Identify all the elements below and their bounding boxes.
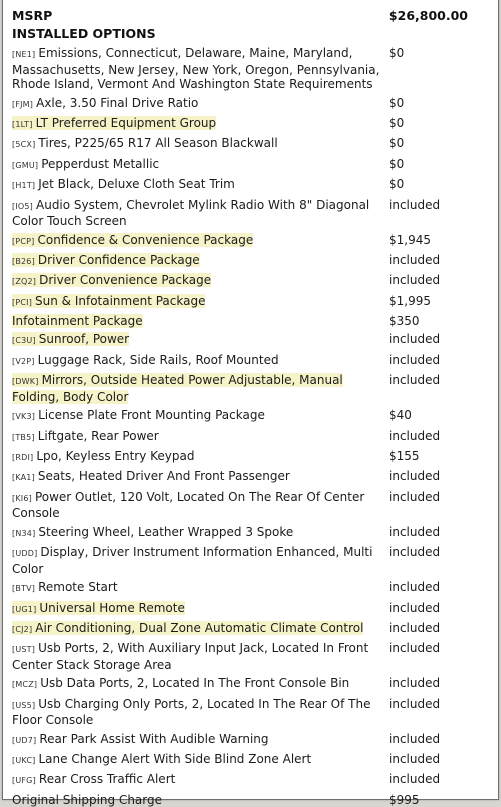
option-text (12, 253, 200, 267)
option-description: Rear Cross Traffic Alert (38, 772, 176, 787)
option-description: Display, Driver Instrument Information Enhanced, Multi Color (12, 545, 373, 576)
option-text (12, 136, 278, 150)
option-row (12, 545, 498, 576)
option-description: Usb Data Ports, 2, Located In The Front Console Bin (40, 676, 350, 691)
option-price: included (389, 600, 441, 615)
option-code: [V2P] (12, 356, 35, 366)
option-description: Power Outlet, 120 Volt, Located On The Rear Of Center Console (12, 489, 365, 521)
option-row (12, 580, 498, 597)
option-code: [UG1] (12, 604, 37, 614)
option-row (12, 353, 498, 370)
option-description-cell (12, 116, 385, 133)
option-description: Air Conditioning, Dual Zone Automatic Climate Control (35, 620, 364, 635)
option-text (12, 353, 279, 367)
option-price: $40 (389, 408, 412, 423)
option-code: [CJ2] (12, 624, 33, 634)
option-description: Pepperdust Metallic (41, 156, 160, 171)
option-price: included (389, 352, 441, 367)
msrp-label: MSRP (12, 8, 53, 23)
option-row (12, 314, 498, 329)
option-text (12, 46, 379, 91)
option-price: included (389, 620, 441, 635)
option-row (12, 732, 498, 749)
option-description-cell (12, 332, 385, 349)
option-code: [PCP] (12, 236, 35, 246)
option-row (12, 253, 498, 270)
option-description-cell (12, 449, 385, 466)
option-description-cell (12, 772, 385, 789)
option-description: Audio System, Chevrolet Mylink Radio With 8" Diagonal Color Touch Screen (12, 197, 370, 229)
option-description: Steering Wheel, Leather Wrapped 3 Spoke (38, 524, 294, 539)
option-text (12, 233, 253, 247)
option-price: included (389, 752, 441, 767)
option-code: [TB5] (12, 432, 35, 442)
option-code: [RDI] (12, 453, 34, 463)
option-description: Usb Ports, 2, With Auxiliary Input Jack, Located In Front Center Stack Storage Area (12, 641, 369, 672)
option-text (12, 332, 129, 346)
option-text (12, 157, 159, 171)
option-text (12, 116, 216, 130)
option-description-cell (12, 46, 385, 92)
option-row (12, 772, 498, 789)
option-description-cell (12, 233, 385, 250)
option-row (12, 332, 498, 349)
option-text (12, 641, 368, 672)
option-price: included (389, 428, 441, 443)
option-row (12, 136, 498, 153)
option-price: included (389, 696, 441, 711)
option-description: Tires, P225/65 R17 All Season Blackwall (38, 136, 278, 151)
option-row (12, 157, 498, 174)
option-code: [5CX] (12, 140, 36, 150)
option-price: included (389, 373, 441, 388)
option-text (12, 601, 185, 615)
option-description-cell (12, 429, 385, 446)
section-title: INSTALLED OPTIONS (12, 26, 156, 41)
msrp-header (3, 0, 498, 23)
msrp-price: $26,800.00 (388, 8, 468, 23)
option-text (12, 676, 349, 690)
option-row (12, 116, 498, 133)
option-description-cell (12, 294, 385, 311)
option-description-cell (12, 732, 385, 749)
option-description-cell (12, 545, 385, 576)
option-price: included (389, 580, 441, 595)
option-text (12, 621, 363, 635)
option-description: Lpo, Keyless Entry Keypad (36, 449, 195, 464)
option-code: [MCZ] (12, 680, 38, 690)
option-text (12, 198, 369, 229)
option-price: $0 (389, 156, 405, 171)
option-row (12, 697, 498, 728)
option-row (12, 429, 498, 446)
option-row (12, 408, 498, 425)
option-code: [BTV] (12, 584, 36, 594)
option-text (12, 732, 269, 746)
option-code: [VK3] (12, 412, 36, 422)
option-description: Jet Black, Deluxe Cloth Seat Trim (38, 177, 235, 192)
option-description: Rear Park Assist With Audible Warning (39, 731, 269, 746)
option-row (12, 490, 498, 521)
option-text (12, 545, 372, 576)
option-price: included (389, 772, 441, 787)
option-description-cell (12, 641, 385, 672)
option-code: [UKC] (12, 756, 36, 766)
option-price: $0 (389, 95, 405, 110)
option-row (12, 198, 498, 229)
option-price: included (389, 469, 441, 484)
option-description: Original Shipping Charge (12, 792, 162, 807)
option-row (12, 449, 498, 466)
option-price: included (389, 676, 441, 691)
option-row (12, 96, 498, 113)
option-text (12, 177, 235, 191)
option-text (12, 449, 194, 463)
option-description: Universal Home Remote (39, 600, 185, 615)
option-description: Mirrors, Outside Heated Power Adjustable, Manual Folding, Body Color (12, 373, 343, 404)
option-code: [NE1] (12, 50, 36, 59)
option-description-cell (12, 469, 385, 486)
option-price: $0 (389, 136, 405, 151)
option-description-cell (12, 353, 385, 370)
option-description-cell (12, 601, 385, 618)
window-sticker (2, 0, 499, 807)
option-text (12, 294, 205, 308)
option-row (12, 233, 498, 250)
option-description-cell (12, 490, 385, 521)
option-code: [UD7] (12, 735, 37, 745)
option-description: Sunroof, Power (38, 332, 130, 347)
option-description-cell (12, 408, 385, 425)
option-price: $0 (389, 177, 405, 192)
option-code: [C3U] (12, 336, 36, 346)
option-code: [KA1] (12, 473, 35, 483)
option-description: Remote Start (38, 580, 118, 595)
option-text (12, 580, 118, 594)
option-description: Usb Charging Only Ports, 2, Located In The Rear Of The Floor Console (12, 696, 371, 728)
option-description-cell (12, 373, 385, 404)
option-description-cell (12, 253, 385, 270)
option-description: Driver Convenience Package (39, 273, 212, 288)
options-list (3, 46, 498, 807)
option-price: $155 (389, 449, 420, 464)
option-code: [UFG] (12, 776, 36, 786)
option-description: LT Preferred Equipment Group (35, 115, 217, 130)
option-description-cell (12, 273, 385, 290)
option-code: [US5] (12, 700, 36, 710)
option-price: included (389, 197, 441, 212)
option-description-cell (12, 136, 385, 153)
option-code: [FJM] (12, 99, 34, 109)
option-price: included (389, 252, 441, 267)
option-code: [GMU] (12, 160, 39, 170)
option-description-cell (12, 697, 385, 728)
option-description: Liftgate, Rear Power (37, 428, 159, 443)
option-description: Lane Change Alert With Side Blind Zone Alert (38, 752, 312, 767)
option-description-cell (12, 525, 385, 542)
option-row (12, 676, 498, 693)
option-text (12, 408, 265, 422)
option-text (12, 96, 198, 110)
option-price: $0 (389, 115, 405, 130)
option-price: included (389, 489, 441, 504)
option-row (12, 46, 498, 92)
option-code: [N34] (12, 528, 36, 538)
option-code: [IO5] (12, 201, 33, 211)
option-price: included (389, 332, 441, 347)
option-text (12, 772, 175, 786)
option-row (12, 621, 498, 638)
option-code: [UST] (12, 645, 36, 655)
option-description-cell (12, 96, 385, 113)
option-price: included (389, 545, 441, 560)
option-text (12, 273, 211, 287)
option-row (12, 601, 498, 618)
option-price: included (389, 641, 441, 656)
option-row (12, 294, 498, 311)
option-text (12, 697, 370, 728)
option-code: [DWK] (12, 377, 39, 387)
option-row (12, 752, 498, 769)
option-row (12, 177, 498, 194)
option-description-cell (12, 676, 385, 693)
option-description-cell (12, 752, 385, 769)
option-description: Sun & Infotainment Package (35, 293, 206, 308)
option-description-cell (12, 177, 385, 194)
option-description-cell (12, 198, 385, 229)
option-price: $1,945 (389, 232, 431, 247)
option-row (12, 469, 498, 486)
option-description-cell (12, 314, 385, 329)
option-row (12, 373, 498, 404)
option-text (12, 469, 290, 483)
option-description: Luggage Rack, Side Rails, Roof Mounted (37, 352, 279, 367)
option-text (12, 490, 364, 521)
option-text (12, 314, 143, 328)
option-description: Infotainment Package (12, 314, 143, 329)
option-price: $995 (389, 792, 420, 807)
option-code: [ZQ2] (12, 277, 37, 287)
option-code: [UDD] (12, 549, 38, 559)
option-code: [H1T] (12, 181, 36, 191)
option-code: [KI6] (12, 493, 32, 503)
option-code: [1LT] (12, 119, 33, 129)
option-description: Driver Confidence Package (37, 252, 200, 267)
option-row (12, 641, 498, 672)
option-text (12, 752, 311, 766)
option-price: $350 (389, 314, 420, 329)
option-description: Confidence & Convenience Package (37, 232, 254, 247)
option-description: Axle, 3.50 Final Drive Ratio (36, 95, 199, 110)
option-price: $1,995 (389, 293, 431, 308)
option-text (12, 373, 343, 404)
option-description: Emissions, Connecticut, Delaware, Maine, Maryland, Massachusetts, New Jersey, New York, Oregon, Pennsylvania, Rhode Island, Vermont And Washington State Requirements (12, 46, 380, 92)
option-description-cell (12, 621, 385, 638)
option-price: included (389, 731, 441, 746)
option-text (12, 525, 293, 539)
option-price: included (389, 273, 441, 288)
option-row (12, 525, 498, 542)
option-code: [B26] (12, 256, 35, 266)
option-price: $0 (389, 46, 405, 60)
option-description: License Plate Front Mounting Package (38, 408, 265, 423)
option-description-cell (12, 580, 385, 597)
option-row (12, 273, 498, 290)
option-price: included (389, 524, 441, 539)
option-description-cell (12, 157, 385, 174)
option-text (12, 429, 159, 443)
option-description: Seats, Heated Driver And Front Passenger (37, 469, 290, 484)
option-code: [PCI] (12, 297, 33, 307)
